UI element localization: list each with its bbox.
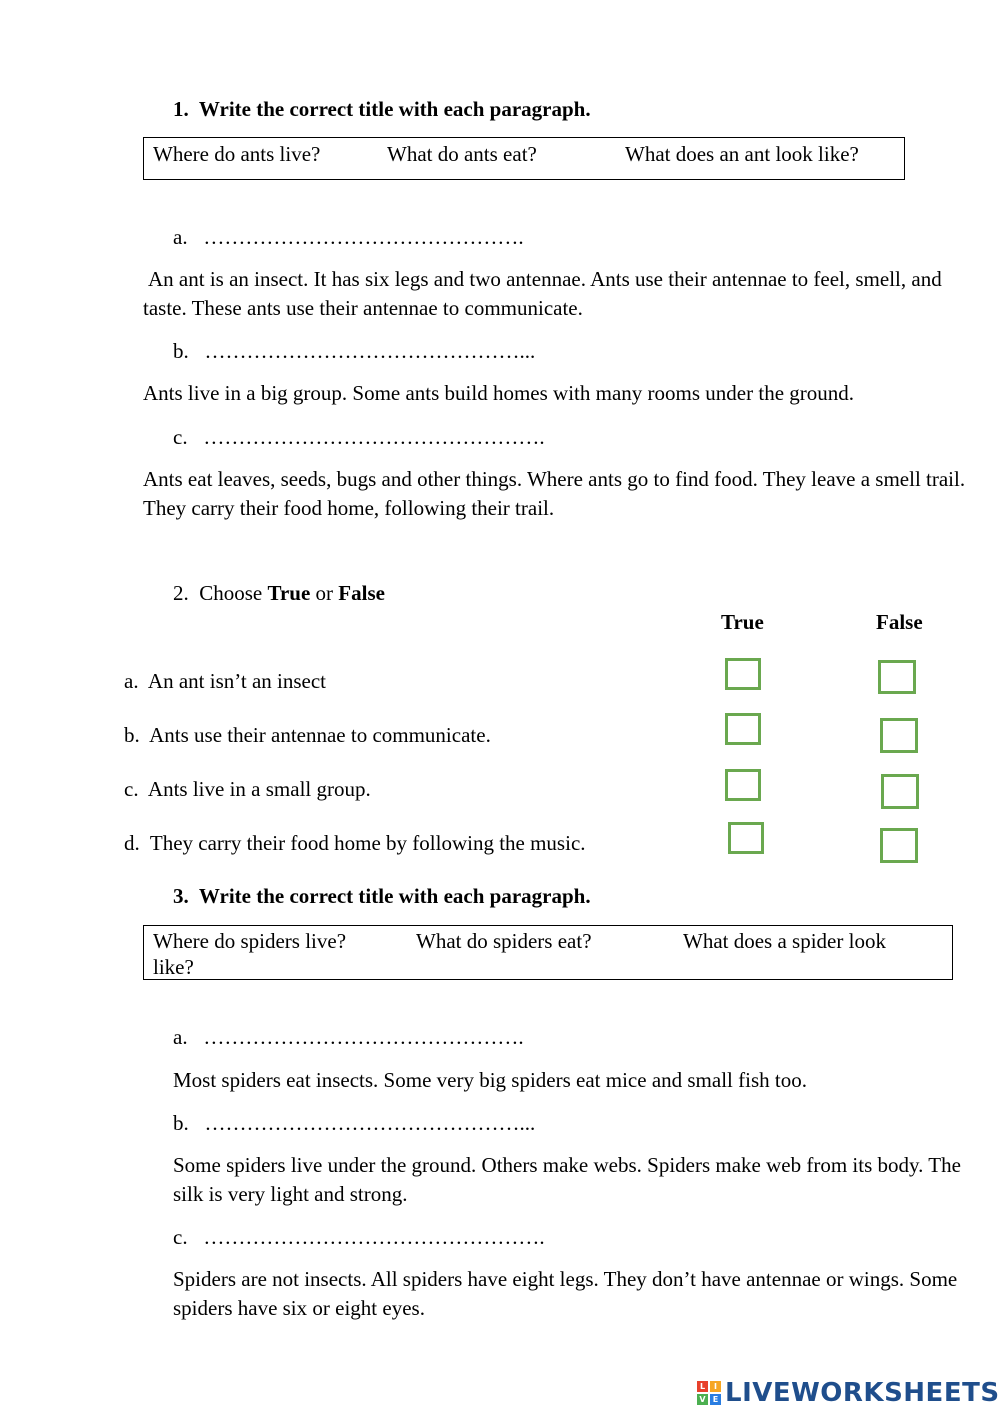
answer-blank[interactable]: …………………………………………. — [203, 1225, 545, 1249]
checkbox-true-a[interactable] — [725, 658, 761, 690]
section3-heading-text: Write the correct title with each paragraph. — [198, 884, 591, 908]
logo-tile: I — [710, 1381, 721, 1392]
item-letter: c. — [173, 1225, 188, 1249]
section2-or: or — [315, 581, 334, 605]
logo-tiles-icon — [697, 1381, 721, 1405]
statement-text: Ants live in a small group. — [147, 777, 371, 801]
liveworksheets-logo — [697, 1378, 1000, 1408]
title-option: What do ants eat? — [387, 142, 537, 166]
section1-heading — [173, 95, 591, 124]
statement-text: An ant isn’t an insect — [147, 669, 327, 693]
paragraph-c: Spiders are not insects. All spiders have eight legs. They don’t have antennae or wings. Some spiders have six or eight eyes. — [173, 1267, 958, 1320]
answer-line-c[interactable] — [173, 1223, 545, 1252]
item-letter: b. — [173, 1111, 189, 1135]
title-option: What does a spider look — [683, 929, 886, 953]
section3-number: 3. — [173, 884, 189, 908]
section3-heading — [173, 882, 591, 911]
logo-tile: V — [697, 1394, 708, 1405]
logo-text: LIVEWORKSHEETS — [725, 1377, 1000, 1408]
answer-blank[interactable]: ………………………………………. — [203, 225, 524, 249]
column-false-header: False — [876, 610, 923, 634]
item-letter: c. — [173, 425, 188, 449]
statement-text: They carry their food home by following the music. — [149, 831, 586, 855]
item-letter: b. — [173, 339, 189, 363]
answer-blank[interactable]: ………………………………………. — [203, 1025, 524, 1049]
statement-letter: d. — [124, 831, 140, 855]
answer-line-b[interactable] — [173, 337, 535, 366]
section3-title-box — [143, 925, 953, 980]
statement-c — [124, 775, 371, 804]
section2-false-word: False — [338, 581, 385, 605]
statement-letter: c. — [124, 777, 139, 801]
statement-b — [124, 721, 491, 750]
checkbox-false-a[interactable] — [878, 660, 916, 694]
answer-line-a[interactable] — [173, 1023, 524, 1052]
statement-letter: b. — [124, 723, 140, 747]
section1-title-box — [143, 137, 905, 180]
answer-line-a[interactable] — [173, 223, 524, 252]
paragraph-c: Ants eat leaves, seeds, bugs and other things. Where ants go to find food. They leave a smell trail. They carry their food home, following their trail. — [143, 467, 966, 520]
section2-true-word: True — [267, 581, 311, 605]
checkbox-false-b[interactable] — [880, 718, 918, 753]
title-option: Where do spiders live? — [153, 929, 347, 953]
paragraph-b: Some spiders live under the ground. Others make webs. Spiders make web from its body. The silk is very light and strong. — [173, 1153, 961, 1206]
title-option-continued: like? — [153, 955, 194, 979]
logo-tile: E — [710, 1394, 721, 1405]
answer-blank[interactable]: ………………………………………... — [204, 339, 536, 363]
checkbox-true-c[interactable] — [725, 769, 761, 801]
section2-choose: Choose — [199, 581, 263, 605]
checkbox-true-b[interactable] — [725, 713, 761, 745]
column-true-header: True — [721, 610, 764, 634]
paragraph-a: An ant is an insect. It has six legs and two antennae. Ants use their antennae to feel, smell, and taste. These ants use their antennae to communicate. — [143, 267, 942, 320]
section2-heading — [173, 579, 385, 608]
section1-number: 1. — [173, 97, 189, 121]
checkbox-false-c[interactable] — [881, 774, 919, 809]
title-option: What do spiders eat? — [416, 929, 592, 953]
answer-line-c[interactable] — [173, 423, 545, 452]
checkbox-true-d[interactable] — [728, 822, 764, 854]
item-letter: a. — [173, 1025, 188, 1049]
answer-line-b[interactable] — [173, 1109, 535, 1138]
answer-blank[interactable]: …………………………………………. — [203, 425, 545, 449]
statement-text: Ants use their antennae to communicate. — [149, 723, 491, 747]
paragraph-a: Most spiders eat insects. Some very big spiders eat mice and small fish too. — [173, 1068, 807, 1092]
statement-d — [124, 829, 586, 858]
logo-tile: L — [697, 1381, 708, 1392]
title-option: What does an ant look like? — [625, 142, 859, 166]
answer-blank[interactable]: ………………………………………... — [204, 1111, 536, 1135]
section2-number: 2. — [173, 581, 189, 605]
title-option: Where do ants live? — [153, 142, 321, 166]
statement-letter: a. — [124, 669, 139, 693]
statement-a — [124, 667, 326, 696]
checkbox-false-d[interactable] — [880, 828, 918, 863]
section1-heading-text: Write the correct title with each paragraph. — [198, 97, 591, 121]
item-letter: a. — [173, 225, 188, 249]
paragraph-b: Ants live in a big group. Some ants build homes with many rooms under the ground. — [143, 381, 855, 405]
